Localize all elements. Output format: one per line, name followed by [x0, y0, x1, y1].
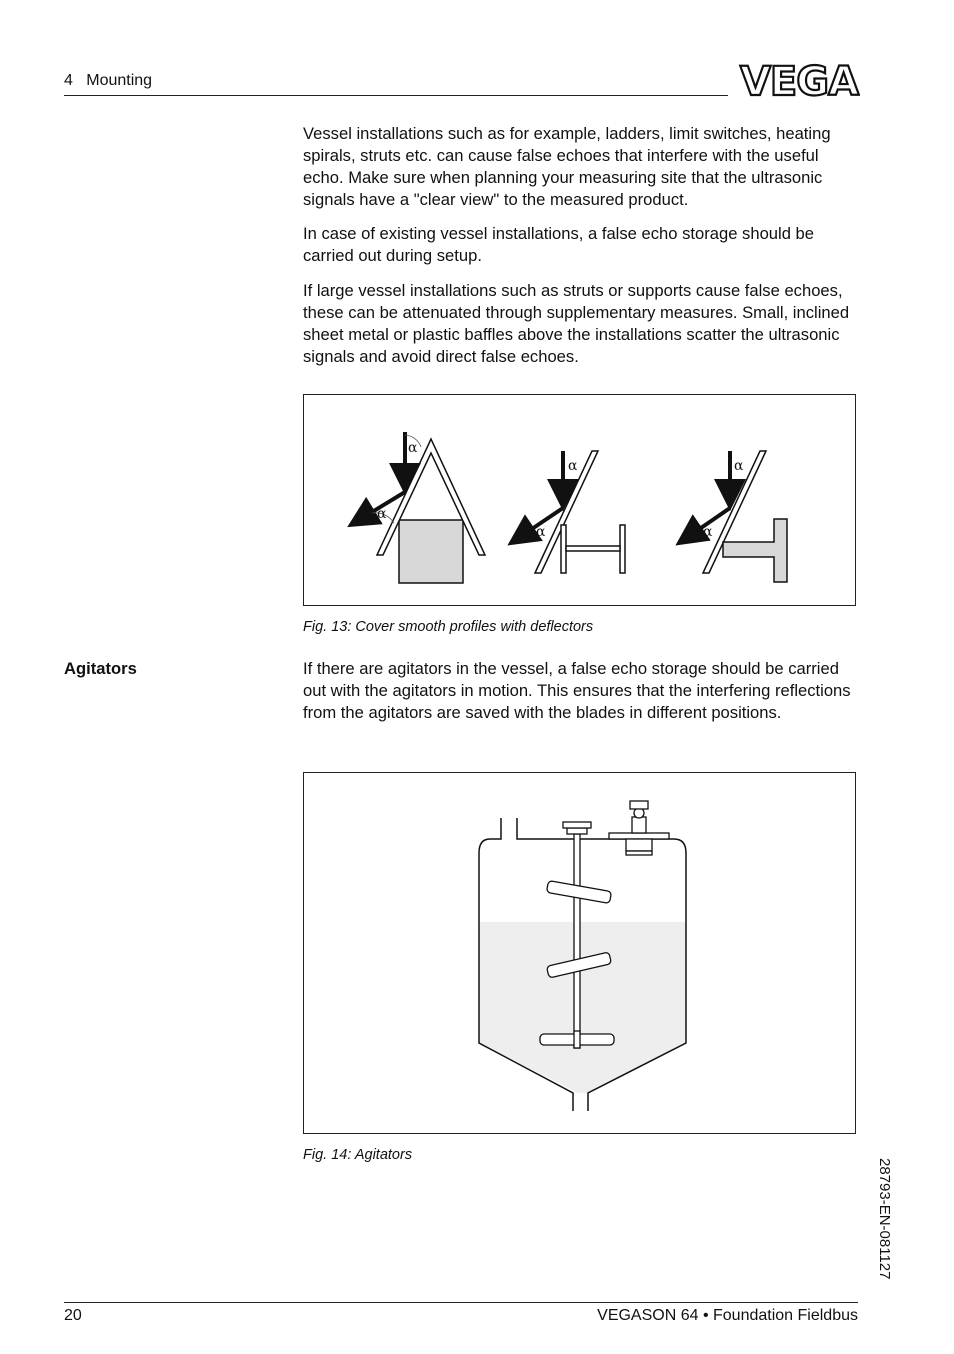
svg-text:α: α: [377, 506, 387, 522]
svg-text:α: α: [408, 440, 418, 456]
shaft-flange: [567, 828, 587, 834]
figure-14-box: [303, 772, 856, 1134]
section-title: 4 Mounting: [64, 72, 153, 89]
sensor-housing: [632, 817, 646, 833]
svg-text:α: α: [568, 458, 578, 474]
deflector-ibeam-group: [514, 451, 625, 573]
figure-14-caption: Fig. 14: Agitators: [303, 1147, 413, 1163]
paragraph-agitators: If there are agitators in the vessel, a false echo storage should be carried out with the agitators in motion. This ensures that the interfering reflections from the agitators are saved with the blades in different positions.: [303, 659, 851, 722]
page-number: 20: [64, 1307, 82, 1324]
paragraph-installations: Vessel installations such as for example, ladders, limit switches, heating spirals, struts etc. can cause false echoes that interfere with the useful echo. Make sure when planning your measuring site that the ultrasonic signals have a "clear view" to the measured product.: [303, 124, 831, 209]
liquid-fill: [479, 922, 686, 1093]
deflector-roof-group: [354, 432, 485, 583]
figure-13-caption: Fig. 13: Cover smooth profiles with deflectors: [303, 619, 594, 635]
agitators-heading: Agitators: [64, 659, 137, 678]
ibeam-web: [566, 546, 620, 551]
logo-text: VEGA: [739, 62, 859, 100]
product-name: VEGASON 64 • Foundation Fieldbus: [597, 1307, 858, 1324]
figure-13-box: [303, 394, 856, 606]
agitator-shaft: [574, 834, 580, 1048]
svg-text:α: α: [734, 458, 744, 474]
footer-rule: [64, 1302, 858, 1303]
sensor-transducer: [626, 839, 652, 851]
paragraph-false-echo: In case of existing vessel installations, a false echo storage should be carried out during setup.: [303, 224, 815, 265]
svg-text:α: α: [703, 524, 713, 540]
header-rule: [64, 95, 728, 96]
svg-text:α: α: [536, 524, 546, 540]
deflector-diagram: [304, 395, 857, 607]
square-profile: [399, 520, 463, 583]
document-number: 28793-EN-081127: [876, 1158, 893, 1280]
deflector-tprofile-group: [682, 451, 787, 582]
ultrasonic-sensor: [609, 801, 669, 855]
t-profile: [723, 519, 787, 582]
vega-logo: [738, 62, 860, 100]
agitator-diagram: [304, 773, 857, 1135]
paragraph-baffles: If large vessel installations such as struts or supports cause false echoes, these can be attenuated through supplementary measures. Small, inclined sheet metal or plastic baffles above the installations scatter the ultrasonic signals and avoid direct false echoes.: [303, 281, 850, 366]
sensor-flange: [609, 833, 669, 839]
